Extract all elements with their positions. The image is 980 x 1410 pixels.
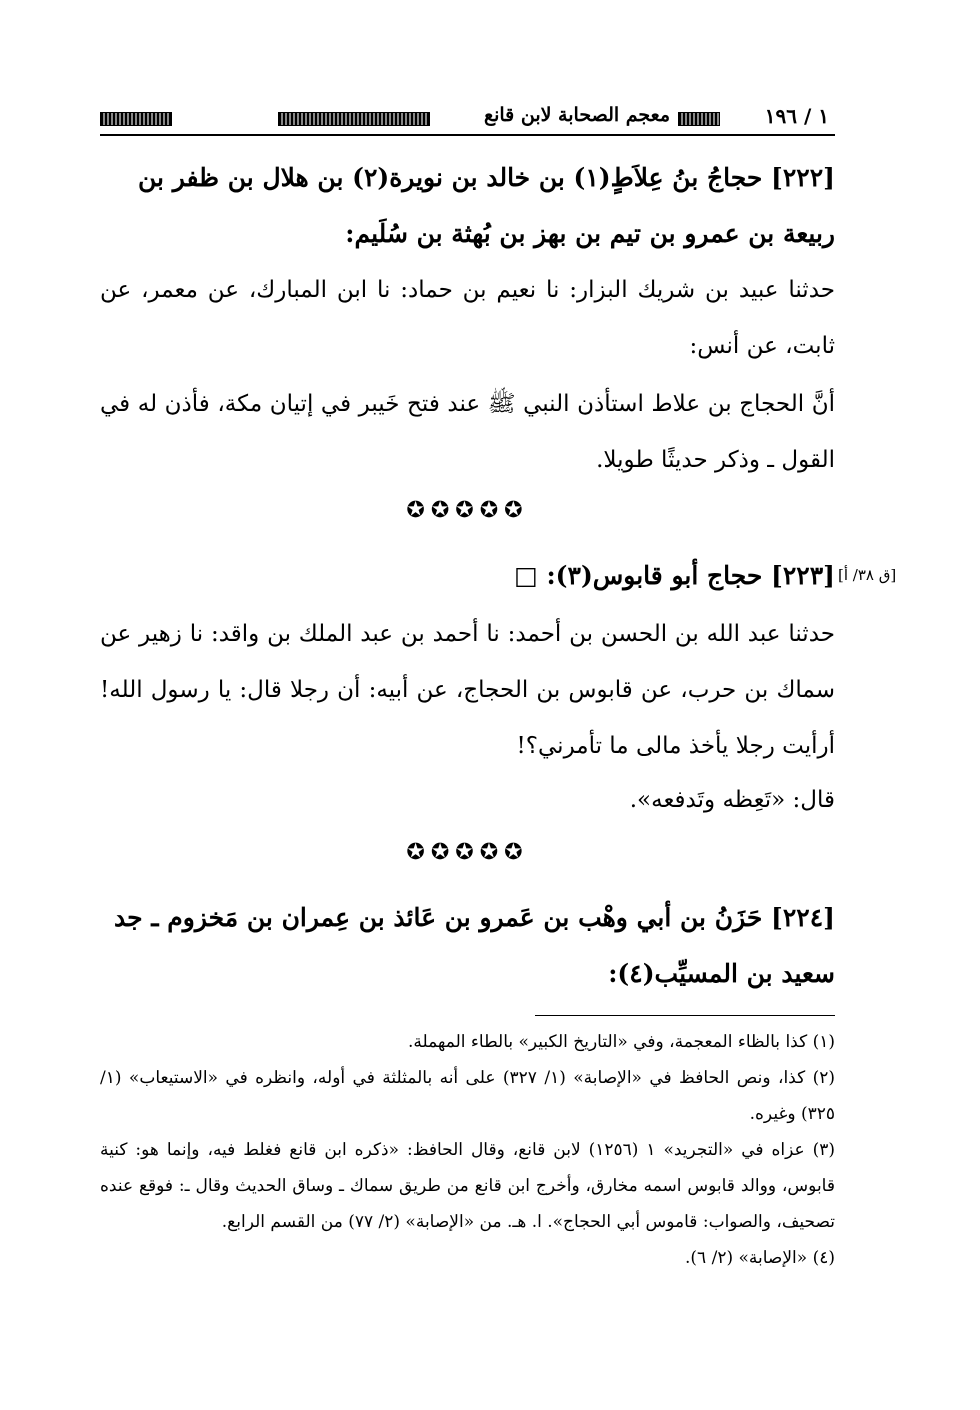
hadith-text: قال: «تَعِظه وتَدفعه». [629,787,835,813]
hadith-text: أنَّ الحجاج بن علاط استأذن النبي ﷺ عند فتح خَيبر في إتيان مكة، فأذن له في القول ـ وذكر حديثًا طويلا. [100,391,835,473]
manuscript-folio-ref: [ق ٣٨/ أ] [838,566,897,584]
entry-heading: [٢٢٤] حَزَنُ بن أبي وهْب بن عَمرو بن عَائذ بن عِمران بن مَخزوم ـ جد سعيد بن المسيِّب(٤): [113,903,835,988]
isnad-chain: حدثنا عبد الله بن الحسن بن أحمد: نا أحمد بن عبد الملك بن واقد: نا زهير عن سماك بن حرب، عن قابوس بن الحجاج، عن أبيه: أن رجلا قال: يا رسول الله! أرأيت رجلا يأخذ مالى ما تأمرني؟! [100,621,835,759]
page-number: ١ / ١٩٦ [764,104,829,128]
footnote: (٣) عزاه في «التجريد» ١ (١٢٥٦) لابن قانع، وقال الحافظ: «ذكره ابن قانع فغلط فيه، وإنما هو: كنية قابوس، ووالد قابوس اسمه مخارق، وأخرج ابن قانع من طريق سماك ـ وساق الحديث وقال ـ: فوقع عنده تصحيف، والصواب: قاموس أبي الحجاج». ا. هـ. من «الإصابة» (٢/ ٧٧) من القسم الرابع. [100,1140,836,1232]
entry-heading: [٢٢٢] حجاجُ بنُ عِلاَطٍ(١) بن خالد بن نويرة(٢) بن هلال بن ظفر بن ربيعة بن عمرو بن تيم بن بهز بن بُهثة بن سُلَيم: [138,163,835,248]
entry-heading: [٢٢٣] حجاج أبو قابوس(٣): □ [514,561,835,590]
header-ornament [278,112,430,126]
section-separator: ✪✪✪✪✪ [406,840,529,865]
footnotes [100,1024,835,1276]
footnote: (٢) كذا، ونص الحافظ في «الإصابة» (١/ ٣٢٧) على أنه بالمثلثة في أوله، وانظره في «الاستيعاب» (١/ ٣٢٥) وغيره. [100,1068,836,1124]
book-title: معجم الصحابة لابن قانع [483,104,670,126]
header-ornament [100,112,172,126]
book-page [100,0,835,1410]
header-ornament [678,112,720,126]
footnote: (٤) «الإصابة» (٢/ ٦). [684,1248,835,1268]
footnote: (١) كذا بالظاء المعجمة، وفي «التاريخ الكبير» بالطاء المهملة. [407,1032,835,1052]
footnote-divider [535,1015,835,1016]
section-separator: ✪✪✪✪✪ [406,498,529,523]
running-header [100,102,835,136]
isnad-chain: حدثنا عبيد بن شريك البزار: نا نعيم بن حماد: نا ابن المبارك، عن معمر، عن ثابت، عن أنس: [100,277,835,359]
